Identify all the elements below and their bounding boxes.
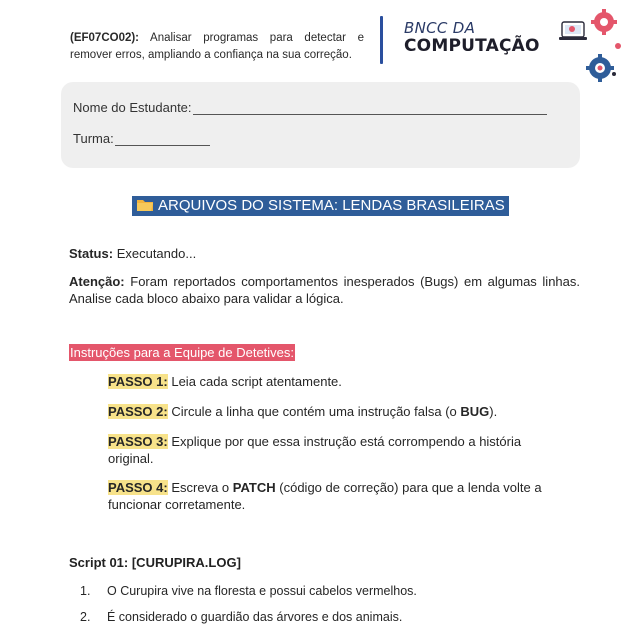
step-2-text: Circule a linha que contém uma instrução falsa (o xyxy=(171,404,457,419)
step-2 xyxy=(108,403,548,420)
attention-label: Atenção: xyxy=(69,274,125,289)
skill-text: Analisar programas para detectar e remover erros, ampliando a confiança na sua correção. xyxy=(70,32,365,61)
student-name-field[interactable] xyxy=(193,100,547,115)
line-text: O Curupira vive na floresta e possui cabelos vermelhos. xyxy=(107,584,417,598)
status-value: Executando... xyxy=(116,246,197,261)
script-01-title: Script 01: [CURUPIRA.LOG] xyxy=(69,555,241,570)
blue-gear-icon xyxy=(586,54,614,82)
student-name-label: Nome do Estudante: xyxy=(73,100,192,115)
step-1 xyxy=(108,373,548,390)
student-info-box xyxy=(61,82,580,168)
step-3-text: Explique por que essa instrução está corrompendo a história original. xyxy=(108,434,522,466)
skill-description xyxy=(70,30,364,64)
step-1-text: Leia cada script atentamente. xyxy=(171,374,342,389)
script-line[interactable] xyxy=(80,584,417,598)
step-2-text-end: ). xyxy=(489,404,498,419)
attention-text: Foram reportados comportamentos inesperados (Bugs) em algumas linhas. Analise cada bloco abaixo para validar a lógica. xyxy=(69,274,580,306)
step-4-text: Escreva o xyxy=(171,480,230,495)
brand-illustration-icon xyxy=(552,8,632,88)
line-number: 2. xyxy=(80,610,91,624)
status-line xyxy=(69,245,580,262)
step-4-text-end: (código de correção) para que a lenda volte a funcionar corretamente. xyxy=(108,480,542,512)
step-2-label: PASSO 2: xyxy=(108,404,168,419)
folder-icon xyxy=(136,197,154,218)
brand-bottom-text: COMPUTAÇÃO xyxy=(404,36,540,56)
line-text: É considerado o guardião das árvores e dos animais. xyxy=(107,610,403,624)
step-2-bold: BUG xyxy=(460,404,490,419)
line-number: 1. xyxy=(80,584,91,598)
script-line[interactable] xyxy=(80,610,402,624)
class-row xyxy=(73,131,210,146)
header-divider xyxy=(380,16,383,64)
attention-paragraph xyxy=(69,273,580,307)
class-label: Turma: xyxy=(73,131,114,146)
step-1-label: PASSO 1: xyxy=(108,374,168,389)
student-name-row xyxy=(73,100,547,115)
step-4-label: PASSO 4: xyxy=(108,480,168,495)
system-title-text: ARQUIVOS DO SISTEMA: LENDAS BRASILEIRAS xyxy=(158,197,505,214)
class-field[interactable] xyxy=(115,131,210,146)
brand-logo xyxy=(404,20,540,56)
red-gear-icon xyxy=(591,9,617,35)
step-3-label: PASSO 3: xyxy=(108,434,168,449)
system-title xyxy=(132,196,509,216)
status-label: Status: xyxy=(69,246,114,261)
step-3 xyxy=(108,433,548,467)
step-4 xyxy=(108,479,548,513)
step-4-bold: PATCH xyxy=(232,480,276,495)
skill-code: (EF07CO02): xyxy=(70,32,140,44)
instructions-title: Instruções para a Equipe de Detetives: xyxy=(70,345,295,360)
brand-top-text: BNCC DA xyxy=(404,19,476,37)
